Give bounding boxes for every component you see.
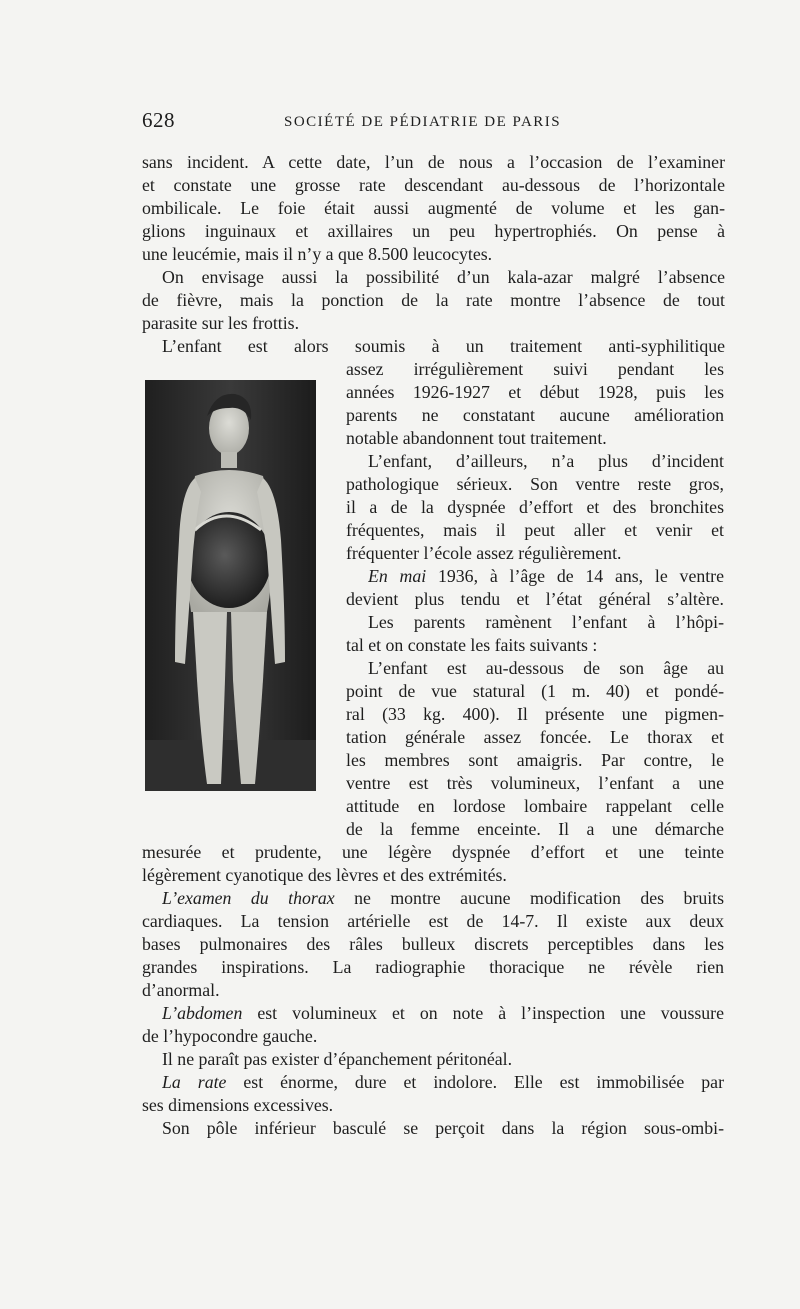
text-line: pathologique sérieux. Son ventre reste gros,: [346, 474, 724, 494]
page-header: [142, 108, 724, 132]
text-line: Il ne paraît pas exister d’épanchement péritonéal.: [162, 1049, 513, 1069]
text-line: [368, 565, 724, 587]
italic-phrase: La rate: [162, 1072, 227, 1092]
text-line: grandes inspirations. La radiographie thoracique ne révèle rien: [142, 957, 724, 977]
text-line: les membres sont amaigris. Par contre, le: [346, 750, 724, 770]
text-line: notable abandonnent tout traitement.: [346, 428, 607, 448]
text-line: On envisage aussi la possibilité d’un kala-azar malgré l’absence: [162, 267, 725, 287]
text-line: d’anormal.: [142, 980, 220, 1000]
text-line: parents ne constatant aucune amélioration: [346, 405, 724, 425]
line-rest: est énorme, dure et indolore. Elle est immobilisée par: [226, 1072, 724, 1092]
text-line: ventre est très volumineux, l’enfant a une: [346, 773, 724, 793]
line-rest: est volumineux et on note à l’inspection une voussure: [242, 1003, 724, 1023]
text-line: devient plus tendu et l’état général s’altère.: [346, 589, 724, 609]
boy-photograph-icon: [145, 380, 316, 791]
text-line: point de vue statural (1 m. 40) et pondé-: [346, 681, 724, 701]
line-rest: 1936, à l’âge de 14 ans, le ventre: [426, 566, 724, 586]
text-line: fréquentes, mais il peut aller et venir et: [346, 520, 724, 540]
text-line: glions inguinaux et axillaires un peu hypertrophiés. On pense à: [142, 221, 725, 241]
italic-phrase: En mai: [368, 566, 427, 586]
text-line: de fièvre, mais la ponction de la rate montre l’absence de tout: [142, 290, 725, 310]
text-line: Son pôle inférieur basculé se perçoit dans la région sous-ombi-: [162, 1118, 724, 1138]
text-line: une leucémie, mais il n’y a que 8.500 leucocytes.: [142, 244, 493, 264]
text-line: Les parents ramènent l’enfant à l’hôpi-: [368, 612, 724, 632]
italic-phrase: L’examen du thorax: [162, 888, 335, 908]
text-line: il a de la dyspnée d’effort et des bronchites: [346, 497, 724, 517]
page-number: 628: [142, 108, 175, 132]
text-line: cardiaques. La tension artérielle est de 14-7. Il existe aux deux: [142, 911, 724, 931]
text-line: parasite sur les frottis.: [142, 313, 300, 333]
figure-photograph: [145, 380, 316, 791]
text-line: années 1926-1927 et début 1928, puis les: [346, 382, 724, 402]
text-line: L’enfant est au-dessous de son âge au: [368, 658, 724, 678]
italic-phrase: L’abdomen: [162, 1003, 243, 1023]
text-line: ombilicale. Le foie était aussi augmenté de volume et les gan-: [142, 198, 725, 218]
text-line: assez irrégulièrement suivi pendant les: [346, 359, 724, 379]
text-line: sans incident. A cette date, l’un de nous a l’occasion de l’examiner: [142, 152, 725, 172]
text-line: [162, 1071, 724, 1093]
line-rest: ne montre aucune modification des bruits: [334, 888, 724, 908]
text-line: L’enfant est alors soumis à un traitement anti-syphilitique: [162, 336, 725, 356]
text-line: fréquenter l’école assez régulièrement.: [346, 543, 622, 563]
text-line: [162, 1002, 724, 1024]
text-line: ses dimensions excessives.: [142, 1095, 334, 1115]
text-line: tal et on constate les faits suivants :: [346, 635, 598, 655]
text-line: L’enfant, d’ailleurs, n’a plus d’incident: [368, 451, 724, 471]
text-line: et constate une grosse rate descendant au-dessous de l’horizontale: [142, 175, 725, 195]
text-line: de l’hypocondre gauche.: [142, 1026, 318, 1046]
text-line: tation générale assez foncée. Le thorax et: [346, 727, 724, 747]
text-line: de la femme enceinte. Il a une démarche: [346, 819, 724, 839]
running-title: SOCIÉTÉ DE PÉDIATRIE DE PARIS: [284, 114, 562, 130]
text-line: bases pulmonaires des râles bulleux discrets perceptibles dans les: [142, 934, 724, 954]
text-line: ral (33 kg. 400). Il présente une pigmen-: [346, 704, 724, 724]
text-line: [162, 887, 724, 909]
text-line: légèrement cyanotique des lèvres et des extrémités.: [142, 865, 507, 885]
text-line: attitude en lordose lombaire rappelant celle: [346, 796, 724, 816]
text-line: mesurée et prudente, une légère dyspnée d’effort et une teinte: [142, 842, 724, 862]
